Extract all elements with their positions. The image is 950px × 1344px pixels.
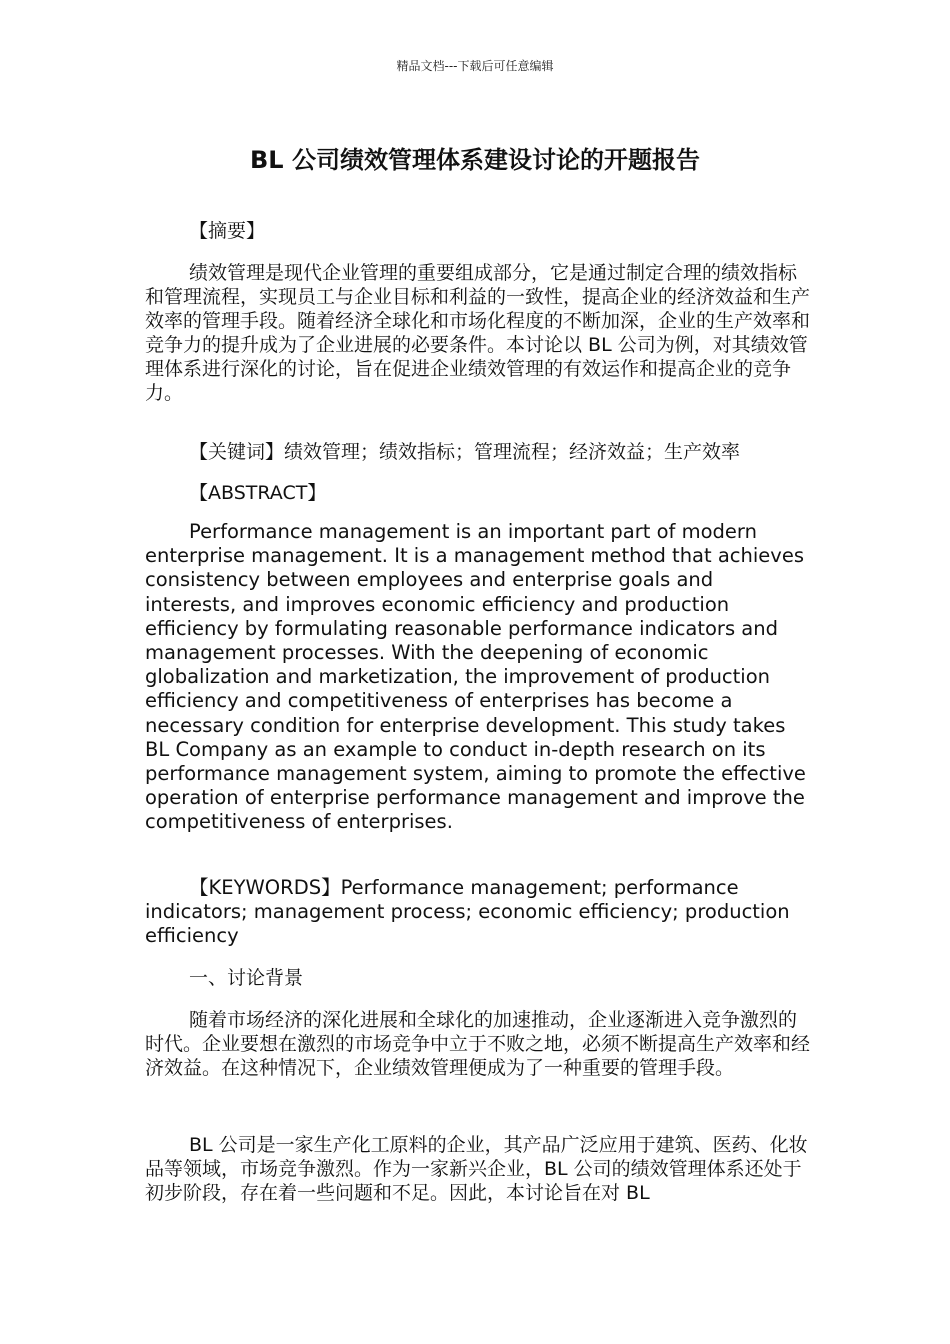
- section-heading-background: 一、讨论背景: [189, 967, 304, 989]
- abstract-heading: 【摘要】: [189, 220, 266, 242]
- section-background-paragraph-2: BL 公司是一家生产化工原料的企业，其产品广泛应用于建筑、医药、化妆品等领域，市场竞争激烈。作为一家新兴企业，BL 公司的绩效管理体系还处于初步阶段，存在着一些问题和不足。因此，本讨论旨在对 BL: [145, 1134, 808, 1204]
- section-background-paragraph-1: 随着市场经济的深化进展和全球化的加速推动，企业逐渐进入竞争激烈的时代。企业要想在激烈的市场竞争中立于不败之地，必须不断提高生产效率和经济效益。在这种情况下，企业绩效管理便成为了一种重要的管理手段。: [145, 1009, 811, 1079]
- document-title: BL 公司绩效管理体系建设讨论的开题报告: [250, 146, 700, 174]
- keywords-english: 【KEYWORDS】Performance management; performance indicators; management process; economic efficiency; production efficiency: [145, 876, 790, 948]
- abstract-chinese-paragraph: 绩效管理是现代企业管理的重要组成部分，它是通过制定合理的绩效指标和管理流程，实现员工与企业目标和利益的一致性，提高企业的经济效益和生产效率的管理手段。随着经济全球化和市场化程度的不断加深，企业的生产效率和竞争力的提升成为了企业进展的必要条件。本讨论以 BL 公司为例，对其绩效管理体系进行深化的讨论，旨在促进企业绩效管理的有效运作和提高企业的竞争力。: [145, 262, 811, 404]
- abstract-english-paragraph: Performance management is an important part of modern enterprise management. It is a management method that achieves consistency between employees and enterprise goals and interests, and improves economic efficiency and production efficiency by formulating reasonable performance indicators and management processes. With the deepening of economic globalization and marketization, the improvement of production efficiency and competitiveness of enterprises has become a necessary condition for enterprise development. This study takes BL Company as an example to conduct in-depth research on its performance management system, aiming to promote the effective operation of enterprise performance management and improve the competitiveness of enterprises.: [145, 520, 806, 834]
- abstract-english-heading: 【ABSTRACT】: [189, 482, 327, 504]
- keywords-chinese: 【关键词】绩效管理；绩效指标；管理流程；经济效益；生产效率: [189, 441, 741, 463]
- header-note: 精品文档---下载后可任意编辑: [396, 59, 554, 73]
